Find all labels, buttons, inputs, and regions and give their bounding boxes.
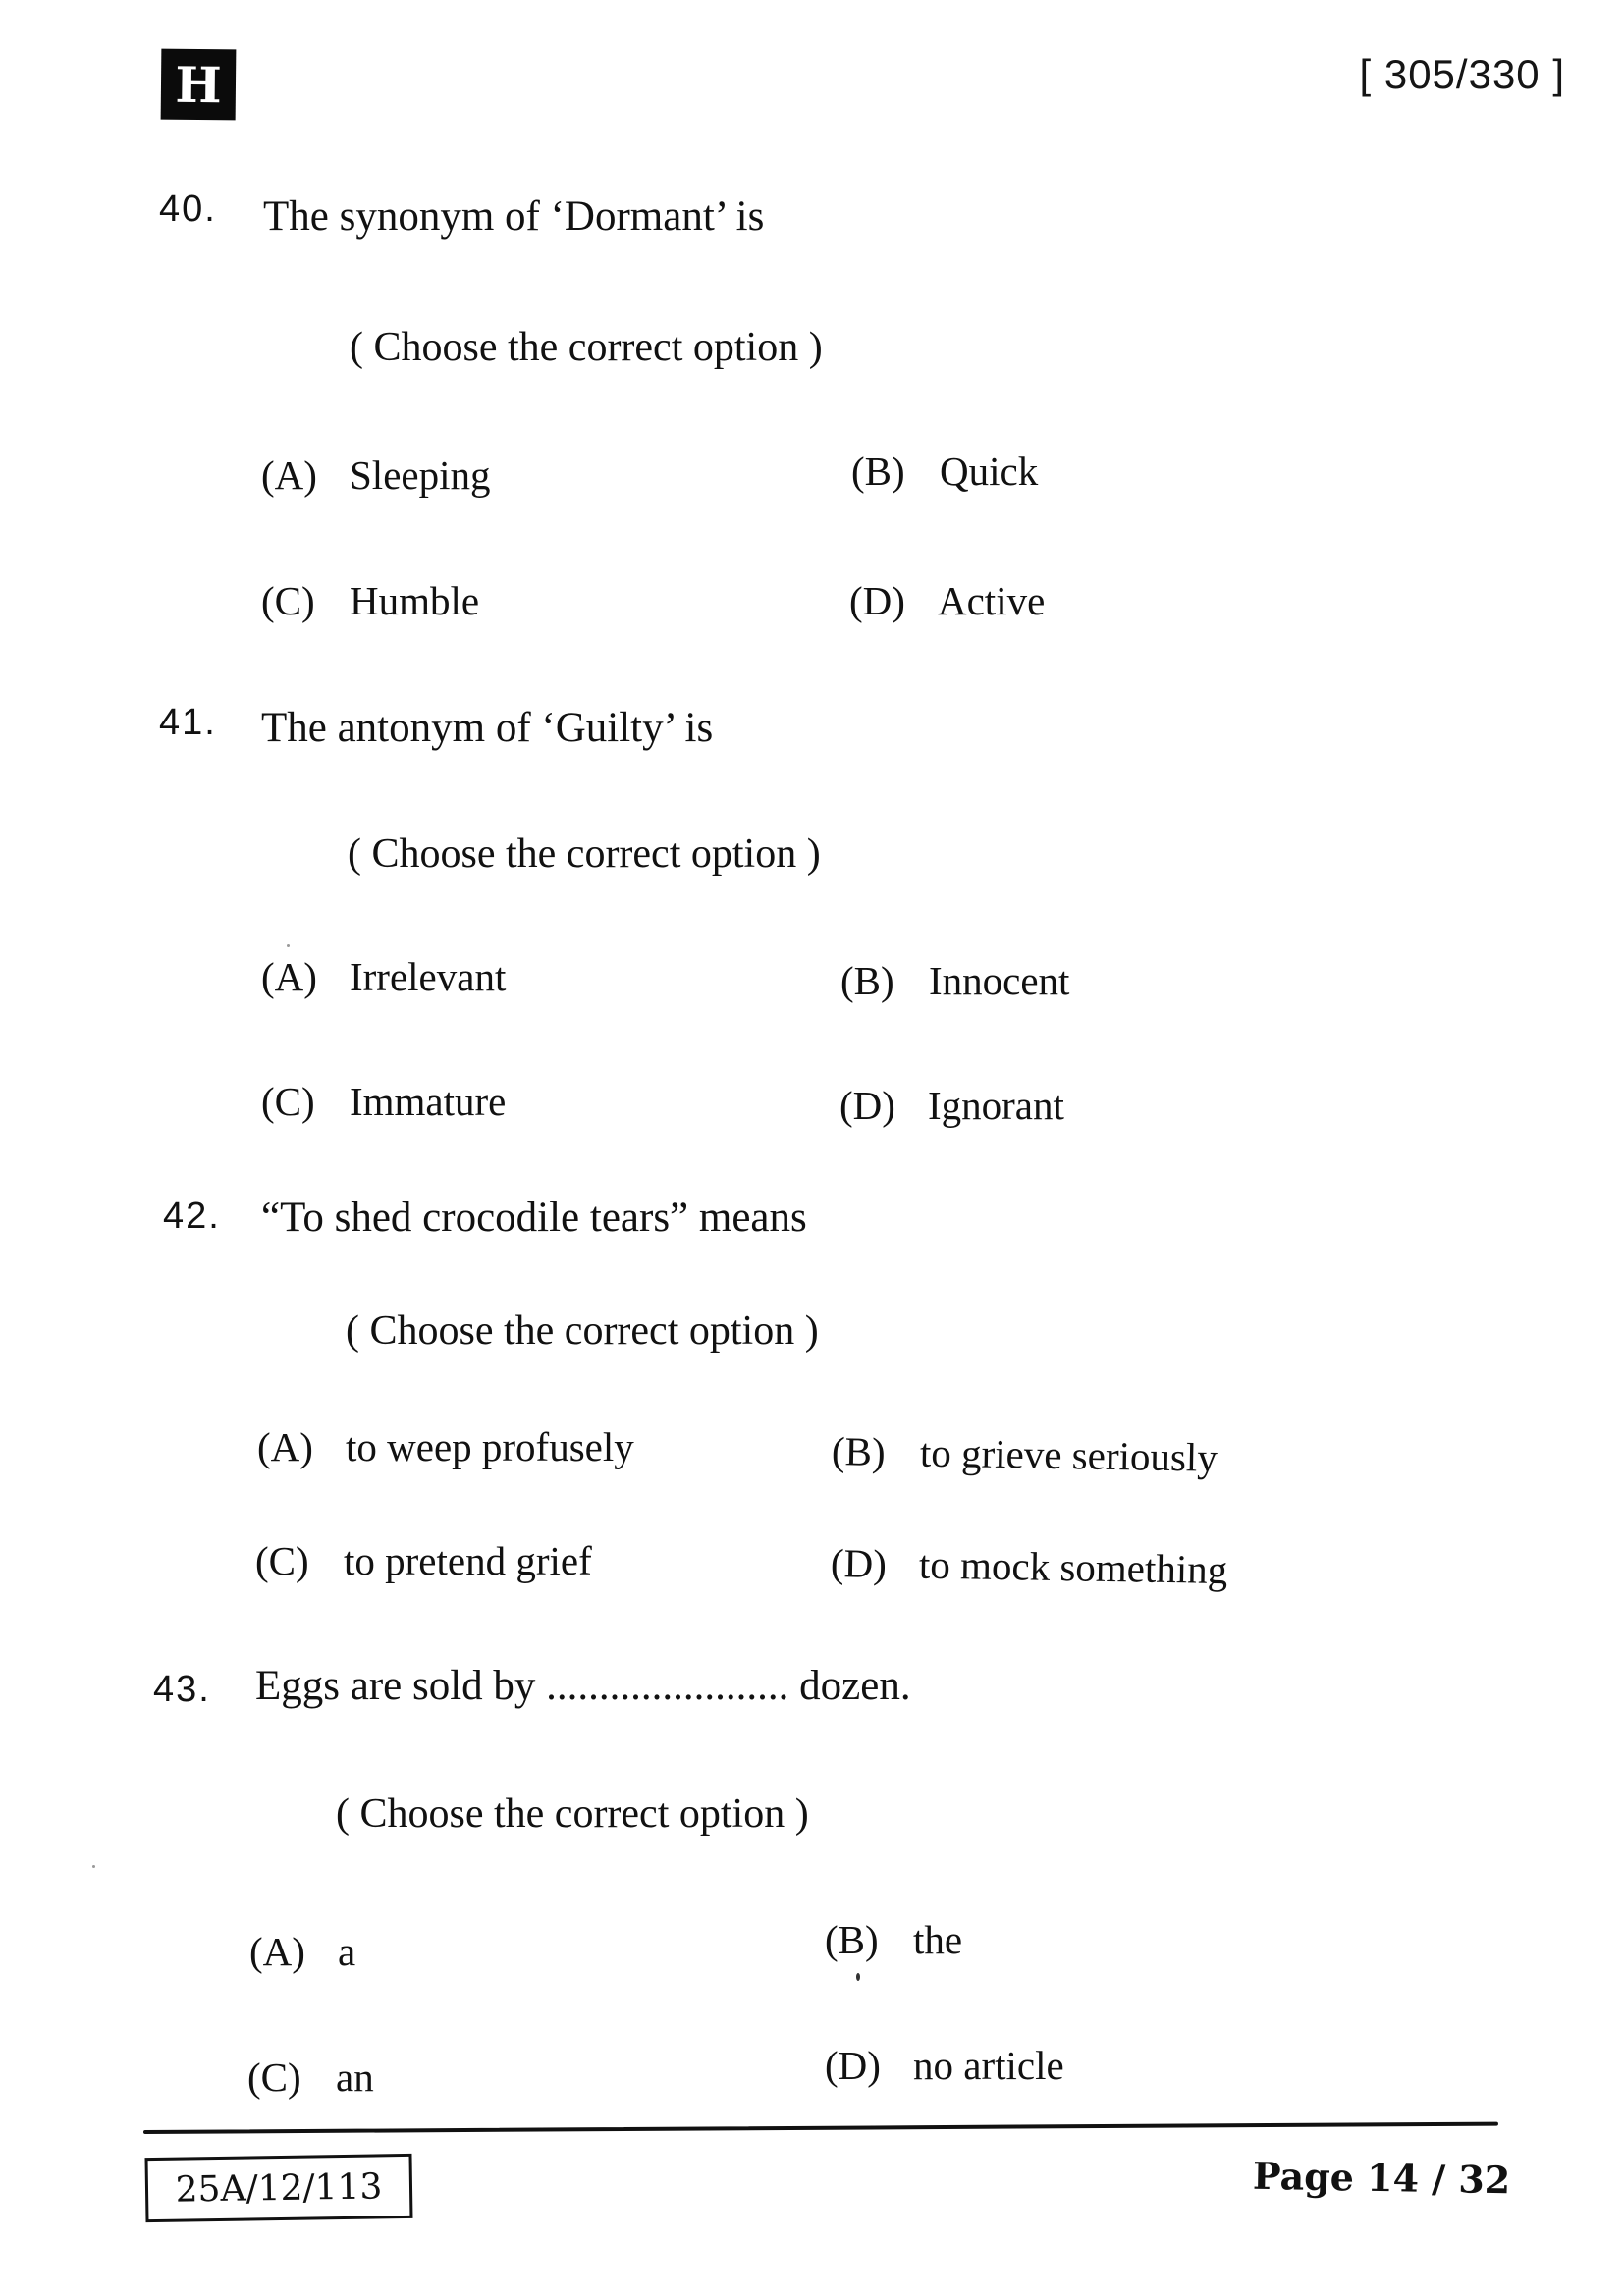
option-text: Sleeping	[350, 453, 491, 498]
option-d[interactable]	[839, 1082, 1064, 1129]
option-b[interactable]	[851, 448, 1038, 495]
question-text: The antonym of ‘Guilty’ is	[261, 705, 714, 751]
option-letter: (A)	[261, 954, 317, 999]
option-letter: (D)	[825, 2043, 881, 2088]
option-letter: (B)	[840, 958, 894, 1003]
option-text: a	[338, 1929, 356, 1974]
option-letter: (B)	[825, 1917, 879, 1962]
option-text: Humble	[350, 578, 480, 623]
option-d[interactable]	[825, 2042, 1064, 2089]
question-instruction: ( Choose the correct option )	[348, 831, 821, 877]
option-letter: (C)	[261, 578, 315, 623]
option-c[interactable]	[255, 1537, 592, 1584]
option-letter: (D)	[830, 1540, 888, 1586]
scan-speck	[287, 944, 290, 947]
question-number: 42.	[163, 1196, 221, 1237]
option-letter: (B)	[831, 1428, 887, 1474]
option-text: Irrelevant	[350, 954, 507, 999]
option-a[interactable]	[257, 1423, 634, 1470]
option-d[interactable]	[849, 577, 1045, 624]
option-letter: (C)	[247, 2055, 301, 2100]
option-letter: (D)	[849, 578, 905, 623]
option-letter: (D)	[839, 1083, 895, 1128]
footer-divider	[143, 2122, 1498, 2134]
question-text: Eggs are sold by ....................... dozen.	[255, 1663, 911, 1709]
option-b[interactable]	[825, 1916, 962, 1963]
option-letter: (A)	[257, 1424, 313, 1469]
option-letter: (C)	[261, 1079, 315, 1124]
question-text: “To shed crocodile tears” means	[261, 1195, 807, 1241]
option-d[interactable]	[831, 1539, 1228, 1593]
page-number: Page 14 / 32	[1252, 2153, 1511, 2203]
question-number: 41.	[159, 702, 217, 743]
option-letter: (A)	[261, 453, 317, 498]
scan-mark	[856, 1973, 860, 1981]
option-text: an	[336, 2055, 374, 2100]
option-b[interactable]	[840, 957, 1069, 1004]
option-text: Ignorant	[928, 1083, 1064, 1128]
scan-speck	[92, 1865, 95, 1868]
option-text: Innocent	[929, 958, 1070, 1003]
option-c[interactable]	[247, 2054, 374, 2101]
option-text: Active	[938, 578, 1046, 623]
option-text: to mock something	[918, 1541, 1228, 1593]
booklet-code: 25A/12/113	[175, 2165, 383, 2211]
option-text: Quick	[940, 449, 1039, 494]
option-letter: (C)	[255, 1538, 309, 1583]
booklet-code-box	[144, 2154, 412, 2222]
question-instruction: ( Choose the correct option )	[336, 1791, 809, 1837]
option-c[interactable]	[261, 577, 479, 624]
question-number: 40.	[159, 188, 217, 230]
option-text: Immature	[350, 1079, 507, 1124]
option-text: to grieve seriously	[919, 1429, 1218, 1480]
question-instruction: ( Choose the correct option )	[350, 325, 823, 370]
question-number: 43.	[153, 1669, 211, 1710]
set-badge	[161, 49, 237, 121]
option-letter: (B)	[851, 449, 905, 494]
option-a[interactable]	[261, 953, 506, 1000]
option-text: the	[913, 1917, 963, 1962]
paper-code: [ 305/330 ]	[1359, 51, 1565, 97]
option-letter: (A)	[249, 1929, 305, 1974]
option-a[interactable]	[249, 1928, 355, 1975]
option-text: to pretend grief	[344, 1538, 592, 1583]
option-text: to weep profusely	[346, 1424, 634, 1469]
set-badge-letter: H	[175, 55, 222, 114]
option-text: no article	[913, 2043, 1064, 2088]
question-text: The synonym of ‘Dormant’ is	[263, 193, 765, 240]
option-a[interactable]	[261, 452, 490, 499]
option-b[interactable]	[832, 1427, 1218, 1481]
option-c[interactable]	[261, 1078, 506, 1125]
question-instruction: ( Choose the correct option )	[346, 1308, 819, 1354]
